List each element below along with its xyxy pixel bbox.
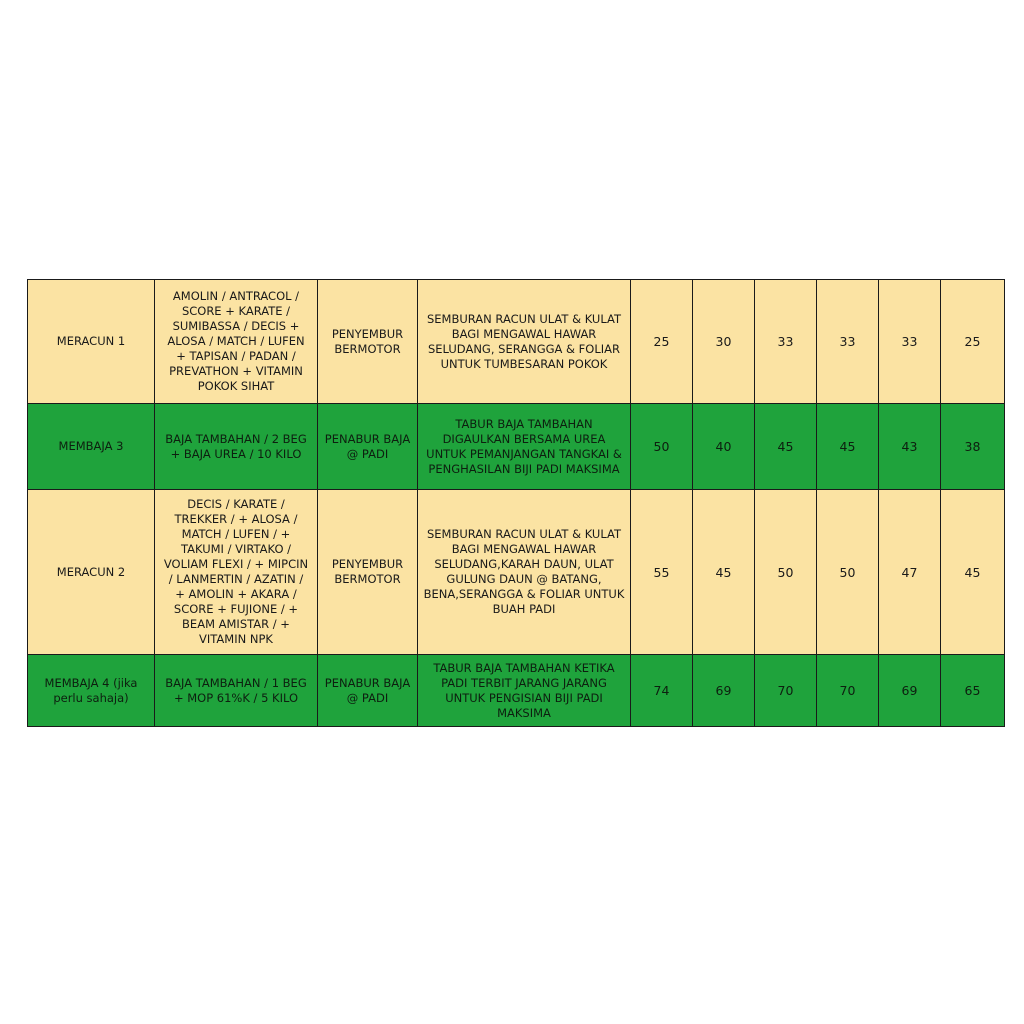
value-cell: 40	[693, 404, 755, 490]
value-cell: 33	[755, 280, 817, 404]
value-cell: 70	[817, 655, 879, 727]
value-cell: 43	[879, 404, 941, 490]
method-cell: PENABUR BAJA @ PADI	[318, 655, 418, 727]
value-cell: 38	[941, 404, 1005, 490]
stage-cell: MERACUN 2	[28, 490, 155, 655]
value-cell: 33	[879, 280, 941, 404]
method-cell: PENYEMBUR BERMOTOR	[318, 280, 418, 404]
stage-cell: MERACUN 1	[28, 280, 155, 404]
value-cell: 45	[755, 404, 817, 490]
value-cell: 50	[631, 404, 693, 490]
value-cell: 69	[879, 655, 941, 727]
product-cell: BAJA TAMBAHAN / 2 BEG + BAJA UREA / 10 KILO	[155, 404, 318, 490]
purpose-cell: SEMBURAN RACUN ULAT & KULAT BAGI MENGAWAL HAWAR SELUDANG,KARAH DAUN, ULAT GULUNG DAUN @ BATANG, BENA,SERANGGA & FOLIAR UNTUK BUAH PADI	[418, 490, 631, 655]
product-cell: DECIS / KARATE / TREKKER / + ALOSA / MATCH / LUFEN / + TAKUMI / VIRTAKO / VOLIAM FLEXI / + MIPCIN / LANMERTIN / AZATIN / + AMOLIN + AKARA / SCORE + FUJIONE / + BEAM AMISTAR / + VITAMIN NPK	[155, 490, 318, 655]
table-row-membaja-3	[28, 404, 1005, 490]
value-cell: 50	[817, 490, 879, 655]
value-cell: 50	[755, 490, 817, 655]
stage-cell: MEMBAJA 3	[28, 404, 155, 490]
value-cell: 47	[879, 490, 941, 655]
method-cell: PENABUR BAJA @ PADI	[318, 404, 418, 490]
value-cell: 45	[693, 490, 755, 655]
product-cell: AMOLIN / ANTRACOL / SCORE + KARATE / SUMIBASSA / DECIS + ALOSA / MATCH / LUFEN + TAPISAN / PADAN / PREVATHON + VITAMIN POKOK SIHAT	[155, 280, 318, 404]
table-row-membaja-4	[28, 655, 1005, 727]
purpose-cell: TABUR BAJA TAMBAHAN DIGAULKAN BERSAMA UREA UNTUK PEMANJANGAN TANGKAI & PENGHASILAN BIJI PADI MAKSIMA	[418, 404, 631, 490]
value-cell: 25	[941, 280, 1005, 404]
table-row-meracun-2	[28, 490, 1005, 655]
value-cell: 30	[693, 280, 755, 404]
value-cell: 55	[631, 490, 693, 655]
purpose-cell: TABUR BAJA TAMBAHAN KETIKA PADI TERBIT JARANG JARANG UNTUK PENGISIAN BIJI PADI MAKSIMA	[418, 655, 631, 727]
value-cell: 25	[631, 280, 693, 404]
table-row-meracun-1	[28, 280, 1005, 404]
value-cell: 45	[941, 490, 1005, 655]
schedule-table	[27, 279, 1005, 727]
product-cell: BAJA TAMBAHAN / 1 BEG + MOP 61%K / 5 KILO	[155, 655, 318, 727]
value-cell: 74	[631, 655, 693, 727]
value-cell: 45	[817, 404, 879, 490]
purpose-cell: SEMBURAN RACUN ULAT & KULAT BAGI MENGAWAL HAWAR SELUDANG, SERANGGA & FOLIAR UNTUK TUMBESARAN POKOK	[418, 280, 631, 404]
value-cell: 33	[817, 280, 879, 404]
value-cell: 70	[755, 655, 817, 727]
stage-cell: MEMBAJA 4 (jika perlu sahaja)	[28, 655, 155, 727]
value-cell: 65	[941, 655, 1005, 727]
method-cell: PENYEMBUR BERMOTOR	[318, 490, 418, 655]
value-cell: 69	[693, 655, 755, 727]
